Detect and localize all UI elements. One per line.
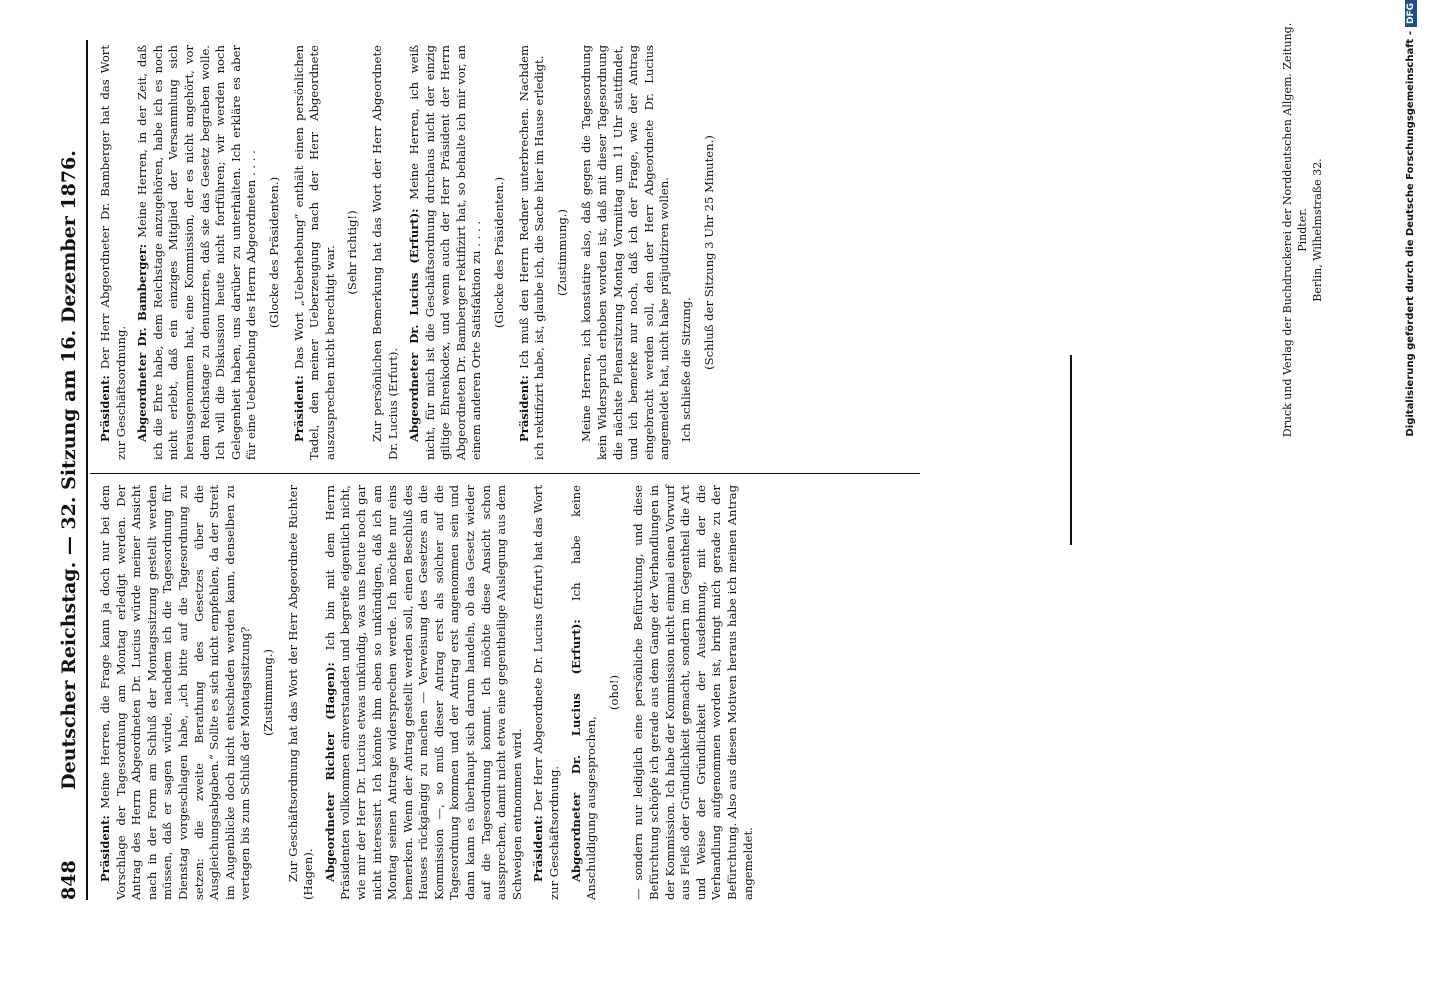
speech-paragraph [98,485,254,900]
speech-paragraph [323,485,526,900]
speech-text: Der Herr Abgeordnete Dr. Lucius (Erfurt) hat das Wort zur Geschäftsordnung. [531,485,562,900]
stage-direction: (Schluß der Sitzung 3 Uhr 25 Minuten.) [701,135,716,370]
speech-paragraph [286,485,317,900]
dfg-logo: DFG [1405,0,1417,27]
speech-text: Ich bin mit dem Herrn Präsidenten vollkommen einverstanden und begreife eigentlich nicht, wie mir der Herr Dr. Lucius etwas unkündig, was uns heute noch gar nicht interessirt. Ich könnte ihm eben so unkündigen, daß ich am Montag seinen Antrage widersprechen werde. Ich möchte nur eins bemerken. Wenn der Antrag gestellt werden soll, einen Beschluß des Hauses rückgängig zu machen — Verweisung des Gesetzes an die Kommission —, so muß dieser Antrag erst als solcher auf die Tagesordnung kommen und der Antrag erst angenommen sein und dann kann es überhaupt sich darum handeln, ob das Gesetz wieder auf die Tagesordnung kommt. Ich möchte diese Ansicht schon aussprechen, damit nicht etwa eine gegentheilige Auslegung aus dem Schweigen entnommen wird. [322,485,524,900]
speaker-name: Präsident: [291,375,306,442]
speech-text: Meine Herren, die Frage kann ja doch nur bei dem Vorschlage der Tagesordnung am Montag erledigt werden. Der Antrag des Herrn Abgeordneten Dr. Lucius würde meiner Ansicht nach in der Form am Schluß der Montagssitzung gestellt werden müssen, daß er sagen würde, nachdem ich die Tagesordnung für Dienstag vorgeschlagen habe, „ich bitte auf die Tagesordnung zu setzen: die zweite Berathung des Gesetzes über die Ausgleichungsabgaben.“ Sollte es sich nicht empfehlen, da der Streit im Augenblicke doch nicht entschieden werden kann, denselben zu vertagen bis zum Schluß der Montagssitzung? [98,485,253,900]
speech-paragraph [292,45,339,460]
speech-text: Meine Herren, in der Zeit, daß ich die Ehre habe, dem Reichstage anzugehören, habe ich es noch nicht erlebt, daß ein einziges Mitglied der Versammlung sich herausgenommen hat, eine Kommission, der es nicht angehört, vor dem Reichstage zu denunziren, daß sie das Gesetz begraben wolle. Ich will die Diskussion heute nicht fortführen; wir werden noch Gelegenheit haben, uns darüber zu unterhalten. Ich erkläre es aber für eine Ueberhebung des Herrn Abgeordneten . . . . [135,45,259,460]
imprint-line-2: Berlin, Wilhelmstraße 32. [1311,158,1324,302]
page-number: 848 [58,860,80,900]
header-rule [86,40,88,900]
funding-note [1405,0,1425,1000]
speech-text: Meine Herren, ich konstatire also, daß gegen die Tagesordnung kein Widerspruch erhoben worden ist, daß mit dieser Tagesordnung die nächste Plenarsitzung Montag Vormittag um 11 Uhr stattfindet, und ich bemerke nur noch, daß ich der Frage, wie der Antrag eingebracht werden soll, den der Herr Abgeordnete Dr. Lucius angemeldet hat, nicht habe präjudiziren wollen. [579,45,672,460]
speech-paragraph [679,45,695,460]
speech-paragraph [98,45,129,460]
stage-direction: (Zustimmung.) [554,209,569,296]
page-header [48,40,88,900]
speech-text: Meine Herren, ich weiß nicht, für mich ist die Geschäftsordnung durchaus nicht der einzig giltige Ehrenkodex, und wenn auch der Herr Präsident der Herrn Abgeordneten Dr. Bamberger rektifizirt hat, so behalte ich mir vor, an einem anderen Orte Satisfaktion zu . . . . [407,44,484,460]
speech-text: Zur Geschäftsordnung hat das Wort der Herr Abgeordnete Richter (Hagen). [285,485,316,900]
speaker-name: Präsident: [531,815,546,882]
speech-paragraph [517,45,548,460]
speech-paragraph [407,45,485,460]
stage-direction: (oho!) [606,674,621,711]
speech-paragraph [579,45,673,460]
running-title: Deutscher Reichstag. — 32. Sitzung am 16. Dezember 1876. [58,150,80,790]
speech-paragraph [135,45,260,460]
imprint-line-1: Druck und Verlag der Buchdruckerei der Norddeutschen Allgem. Zeitung. Pindter. [1281,22,1309,438]
speech-text: — sondern nur lediglich eine persönliche Befürchtung, und diese Befürchtung schöpfe ich gerade aus dem Gange der Verhandlungen in der Kommission. Ich habe der Kommission nicht einmal einen Vorwurf aus Fleiß oder Gründlichkeit gemacht, sondern im Gegentheil die Art und Weise der Gründlichkeit der Ausdehnung, mit der die Verhandlung aufgenommen worden ist, bringt mich gerade zu der Befürchtung. Also aus diesen Motiven heraus habe ich meinen Antrag angemeldet. [631,485,755,900]
speaker-name: Abgeordneter Dr. Bamberger: [135,243,150,442]
speech-paragraph [569,485,600,900]
printer-imprint [1280,0,1325,460]
speaker-name: Präsident: [98,815,112,882]
speech-text: Ich habe keine Anschuldigung ausgesprochen, [568,485,599,900]
speech-text: Zur persönlichen Bemerkung hat das Wort der Herr Abgeordnete Dr. Lucius (Erfurt). [369,45,400,460]
stage-direction: (Zustimmung.) [260,649,275,736]
speech-text: Ich muß den Herrn Redner unterbrechen. Nachdem ich rektifizirt habe, ist, glaube ich, die Sache hier im Hause erledigt. [516,45,547,460]
speaker-name: Abgeordneter Dr. Lucius (Erfurt): [568,619,583,882]
column-divider [90,473,920,474]
stage-direction: (Glocke des Präsidenten.) [266,176,281,329]
speech-paragraph [531,485,562,900]
stage-direction: (Sehr richtig!) [345,210,360,295]
speech-text: Ich schließe die Sitzung. [679,297,693,442]
speech-paragraph [631,485,756,900]
speech-text: Das Wort „Ueberhebung“ enthält einen persönlichen Tadel, den meiner Ueberzeugung nach der Herr Abgeordnete auszusprechen nicht berechtigt war. [291,45,337,460]
speaker-name: Abgeordneter Richter (Hagen): [322,662,337,882]
right-column [98,45,726,460]
speech-text: Der Herr Abgeordneter Dr. Bamberger hat das Wort zur Geschäftsordnung. [98,45,128,460]
speaker-name: Abgeordneter Dr. Lucius (Erfurt): [407,208,422,442]
speaker-name: Präsident: [516,375,531,442]
left-column [98,485,762,900]
stage-direction: (Glocke des Präsidenten.) [492,176,507,329]
speaker-name: Präsident: [98,375,112,442]
end-rule [1070,355,1072,545]
speech-paragraph [370,45,401,460]
funding-text: Digitalisierung gefördert durch die Deutsche Forschungsgemeinschaft - [1405,31,1416,437]
